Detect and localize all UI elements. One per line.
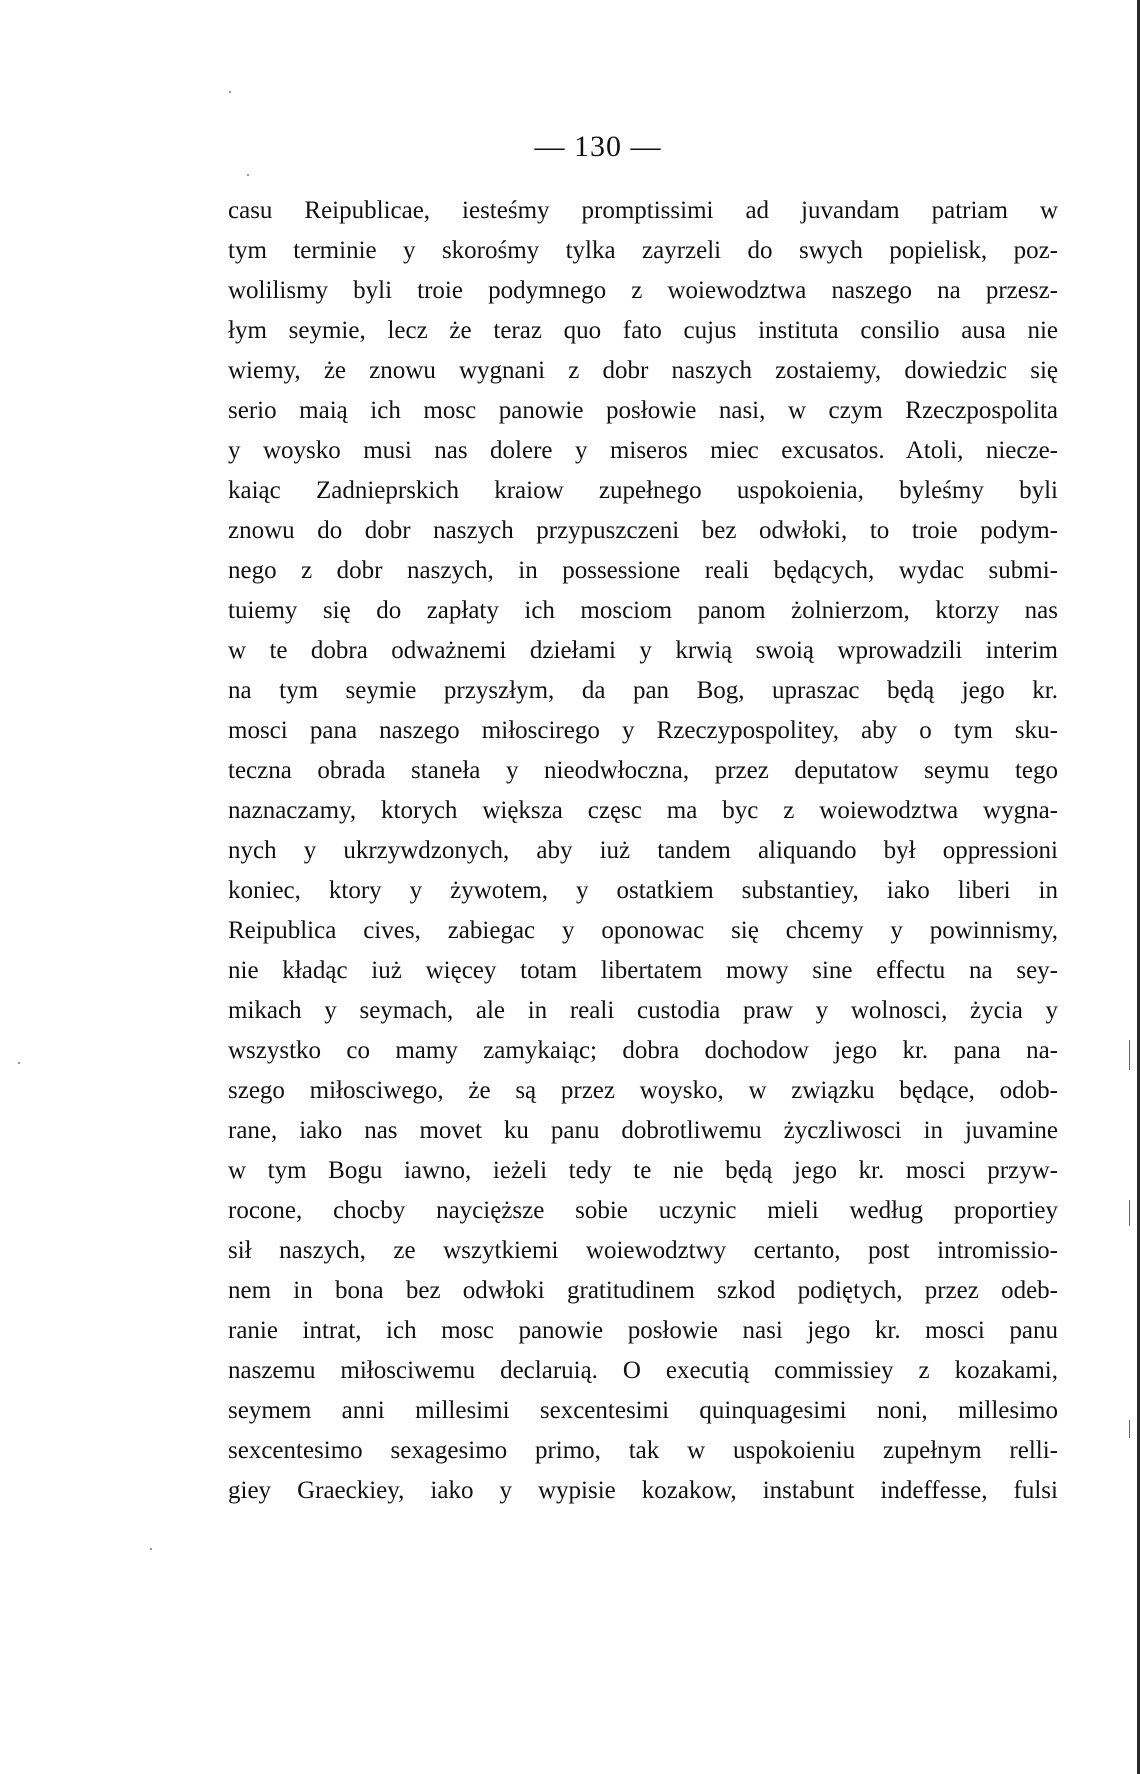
text-line: w te dobra odważnemi dziełami y krwią swoią wprowadzili interim: [228, 637, 1058, 664]
text-line: sił naszych, ze wszytkiemi woiewodztwy certanto, post intromissio-: [228, 1237, 1058, 1264]
scan-mark: [1129, 1040, 1130, 1070]
text-line: łym seymie, lecz że teraz quo fato cujus instituta consilio ausa nie: [228, 317, 1058, 344]
text-line: serio maią ich mosc panowie posłowie nasi, w czym Rzeczpospolita: [228, 397, 1058, 424]
body-text: [228, 191, 1058, 1511]
scan-speck: [247, 174, 249, 176]
text-line: tym terminie y skorośmy tylka zayrzeli do swych popielisk, poz-: [228, 237, 1058, 264]
text-line: naszemu miłosciwemu declaruią. O executią commissiey z kozakami,: [228, 1357, 1058, 1384]
text-line: nem in bona bez odwłoki gratitudinem szkod podiętych, przez odeb-: [228, 1277, 1058, 1304]
text-line: sexcentesimo sexagesimo primo, tak w uspokoieniu zupełnym relli-: [228, 1437, 1058, 1464]
text-line: nych y ukrzywdzonych, aby iuż tandem aliquando był oppressioni: [228, 837, 1058, 864]
text-line: Reipublica cives, zabiegac y oponowac się chcemy y powinnismy,: [228, 917, 1058, 944]
text-line: seymem anni millesimi sexcentesimi quinquagesimi noni, millesimo: [228, 1397, 1058, 1424]
text-line: giey Graeckiey, iako y wypisie kozakow, instabunt indeffesse, fulsi: [228, 1477, 1058, 1504]
text-line: kaiąc Zadnieprskich kraiow zupełnego uspokoienia, byleśmy byli: [228, 477, 1058, 504]
text-line: wolilismy byli troie podymnego z woiewodztwa naszego na przesz-: [228, 277, 1058, 304]
text-line: naznaczamy, ktorych większa częsc ma byc z woiewodztwa wygna-: [228, 797, 1058, 824]
text-line: ranie intrat, ich mosc panowie posłowie nasi jego kr. mosci panu: [228, 1317, 1058, 1344]
text-line: casu Reipublicae, iesteśmy promptissimi ad juvandam patriam w: [228, 197, 1058, 224]
text-line: w tym Bogu iawno, ieżeli tedy te nie będą jego kr. mosci przyw-: [228, 1157, 1058, 1184]
page-number: — 130 —: [534, 130, 662, 163]
scan-speck: [150, 1548, 152, 1550]
text-line: y woysko musi nas dolere y miseros miec excusatos. Atoli, niecze-: [228, 437, 1058, 464]
text-line: tuiemy się do zapłaty ich mosciom panom żolnierzom, ktorzy nas: [228, 597, 1058, 624]
text-line: szego miłosciwego, że są przez woysko, w związku będące, odob-: [228, 1077, 1058, 1104]
scan-speck: [229, 91, 231, 93]
text-line: wszystko co mamy zamykaiąc; dobra dochodow jego kr. pana na-: [228, 1037, 1058, 1064]
text-line: znowu do dobr naszych przypuszczeni bez odwłoki, to troie podym-: [228, 517, 1058, 544]
text-line: nego z dobr naszych, in possessione reali będących, wydac submi-: [228, 557, 1058, 584]
text-line: koniec, ktory y żywotem, y ostatkiem substantiey, iako liberi in: [228, 877, 1058, 904]
text-line: na tym seymie przyszłym, da pan Bog, upraszac będą jego kr.: [228, 677, 1058, 704]
text-line: mikach y seymach, ale in reali custodia praw y wolnosci, życia y: [228, 997, 1058, 1024]
text-line: wiemy, że znowu wygnani z dobr naszych zostaiemy, dowiedzic się: [228, 357, 1058, 384]
scan-mark: [1129, 1200, 1130, 1226]
text-line: teczna obrada staneła y nieodwłoczna, przez deputatow seymu tego: [228, 757, 1058, 784]
text-line: mosci pana naszego miłoscirego y Rzeczypospolitey, aby o tym sku-: [228, 717, 1058, 744]
text-line: nie kładąc iuż więcey totam libertatem mowy sine effectu na sey-: [228, 957, 1058, 984]
text-line: rane, iako nas movet ku panu dobrotliwemu życzliwosci in juvamine: [228, 1117, 1058, 1144]
scan-mark: [1129, 1420, 1130, 1438]
text-line: rocone, chocby naycięższe sobie uczynic mieli według proportiey: [228, 1197, 1058, 1224]
scan-speck: [18, 1062, 20, 1064]
